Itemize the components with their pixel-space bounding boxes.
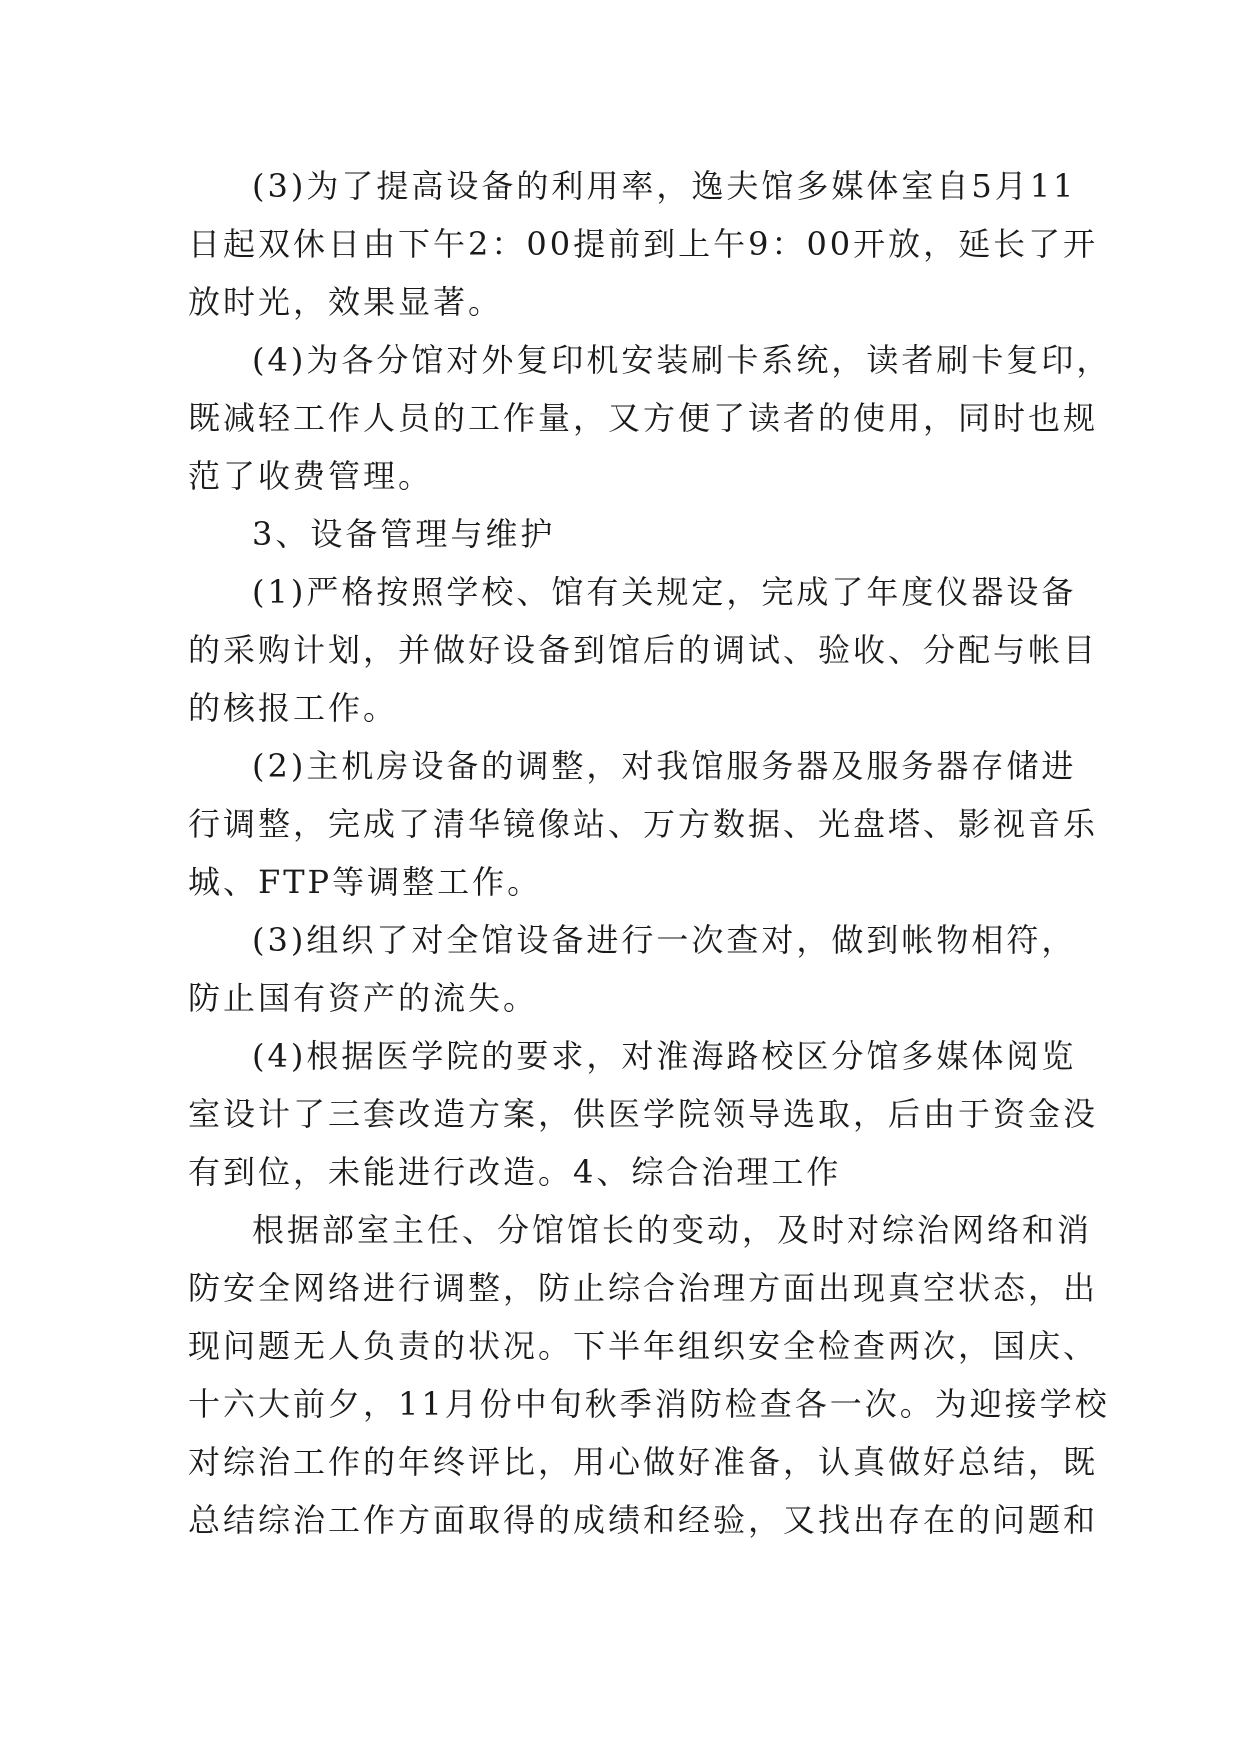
text-line: 城、FTP等调整工作。	[188, 863, 543, 901]
text-line: 现问题无人负责的状况。下半年组织安全检查两次，国庆、	[188, 1327, 1099, 1365]
text-line: (3)为了提高设备的利用率，逸夫馆多媒体室自5月11	[252, 167, 1077, 205]
text-line: 防止国有资产的流失。	[188, 979, 539, 1017]
text-line: 室设计了三套改造方案，供医学院领导选取，后由于资金没	[188, 1095, 1099, 1133]
text-line: (2)主机房设备的调整，对我馆服务器及服务器存储进	[252, 747, 1077, 785]
text-line: 既减轻工作人员的工作量，又方便了读者的使用，同时也规	[188, 399, 1099, 437]
text-line: 范了收费管理。	[188, 457, 434, 495]
text-line: (3)组织了对全馆设备进行一次查对，做到帐物相符，	[252, 921, 1077, 959]
text-line: 防安全网络进行调整，防止综合治理方面出现真空状态，出	[188, 1269, 1099, 1307]
text-line: 根据部室主任、分馆馆长的变动，及时对综治网络和消	[252, 1211, 1093, 1249]
text-line: 有到位，未能进行改造。4、综合治理工作	[188, 1153, 842, 1191]
text-line: (4)根据医学院的要求，对淮海路校区分馆多媒体阅览	[252, 1037, 1077, 1075]
text-line: 放时光，效果显著。	[188, 283, 504, 321]
text-line: 对综治工作的年终评比，用心做好准备，认真做好总结，既	[188, 1443, 1099, 1481]
document-body	[188, 157, 1112, 1549]
text-line: (4)为各分馆对外复印机安装刷卡系统，读者刷卡复印，	[252, 341, 1112, 379]
text-line: 日起双休日由下午2：00提前到上午9：00开放，延长了开	[188, 225, 1099, 263]
text-line: 的核报工作。	[188, 689, 399, 727]
text-line: 十六大前夕，11月份中旬秋季消防检查各一次。为迎接学校	[188, 1385, 1110, 1423]
text-line: (1)严格按照学校、馆有关规定，完成了年度仪器设备	[252, 573, 1077, 611]
text-line: 的采购计划，并做好设备到馆后的调试、验收、分配与帐目	[188, 631, 1099, 669]
section-heading: 3、设备管理与维护	[252, 515, 556, 553]
text-line: 总结综治工作方面取得的成绩和经验，又找出存在的问题和	[188, 1501, 1099, 1539]
text-line: 行调整，完成了清华镜像站、万方数据、光盘塔、影视音乐	[188, 805, 1099, 843]
